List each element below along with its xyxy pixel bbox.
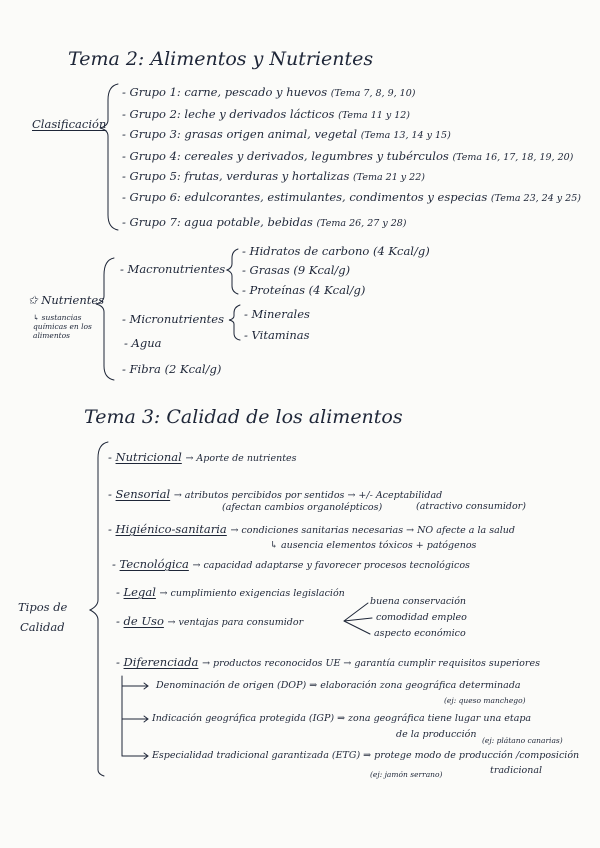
uso-label: de Uso (123, 614, 164, 628)
grupo-7: - Grupo 7: agua potable, bebidas (Tema 26, 27 y 28) (122, 215, 407, 229)
grupo-4: - Grupo 4: cereales y derivados, legumbres y tubérculos (Tema 16, 17, 18, 19, 20) (122, 149, 574, 163)
sensorial-desc: → atributos percibidos por sentidos → +/- Aceptabilidad (173, 490, 443, 501)
macro-grasas: - Grasas (9 Kcal/g) (242, 263, 351, 277)
grupo-3: - Grupo 3: grasas origen animal, vegetal (Tema 13, 14 y 15) (122, 127, 451, 141)
diferenciada-desc: → productos reconocidos UE → garantía cumplir requisitos superiores (202, 658, 540, 669)
nutricional-desc: → Aporte de nutrientes (185, 453, 297, 464)
nutrientes-note: ↳ sustancias químicas en los alimentos (33, 313, 92, 340)
nutrientes-label: ✩ Nutrientes (28, 293, 105, 307)
nutricional-row: - Nutricional → Aporte de nutrientes (108, 450, 297, 464)
fibra-label: - Fibra (2 Kcal/g) (122, 362, 222, 376)
grupo-2: - Grupo 2: leche y derivados lácticos (Tema 11 y 12) (122, 107, 411, 121)
higienico-label: Higiénico-sanitaria (115, 522, 227, 536)
etg-text: Especialidad tradicional garantizada (ETG) ⇒ protege modo de producción /composición (152, 750, 580, 761)
uso-item-3: aspecto económico (374, 628, 466, 639)
igp-text-2: de la producción (396, 729, 477, 740)
sensorial-note-1: (afectan cambios organolépticos) (222, 502, 383, 513)
tecnologica-desc: → capacidad adaptarse y favorecer procesos tecnológicos (192, 560, 470, 571)
dop-text: Denominación de origen (DOP) ⇒ elaboración zona geográfica determinada (156, 680, 521, 691)
macronutrientes-label: - Macronutrientes (120, 262, 226, 276)
sensorial-note-2: (atractivo consumidor) (416, 501, 526, 512)
calidad-label: Calidad (20, 620, 65, 634)
tema3-title: Tema 3: Calidad de los alimentos (84, 406, 403, 428)
higienico-desc: → condiciones sanitarias necesarias → NO afecte a la salud (230, 525, 515, 536)
dop-example: (ej: queso manchego) (444, 696, 526, 705)
uso-row: - de Uso → ventajas para consumidor (116, 614, 304, 628)
macro-proteinas: - Proteínas (4 Kcal/g) (242, 283, 366, 297)
agua-label: - Agua (124, 336, 162, 350)
nutricional-label: Nutricional (115, 450, 182, 464)
grupo-6: - Grupo 6: edulcorantes, estimulantes, condimentos y especias (Tema 23, 24 y 25) (122, 190, 581, 204)
legal-desc: → cumplimiento exigencias legislación (159, 588, 345, 599)
tecnologica-label: Tecnológica (119, 557, 189, 571)
tipos-de-label: Tipos de (18, 600, 68, 614)
uso-item-1: buena conservación (370, 596, 467, 607)
uso-desc: → ventajas para consumidor (167, 617, 304, 628)
igp-example: (ej: plátano canarias) (482, 736, 563, 745)
igp-text: Indicación geográfica protegida (IGP) ⇒ zona geográfica tiene lugar una etapa (152, 713, 532, 724)
legal-label: Legal (123, 585, 156, 599)
tema2-title: Tema 2: Alimentos y Nutrientes (68, 48, 374, 70)
etg-example: (ej: jamón serrano) (370, 770, 443, 779)
higienico-note: ↳ ausencia elementos tóxicos + patógenos (270, 540, 477, 551)
tecnologica-row: - Tecnológica → capacidad adaptarse y favorecer procesos tecnológicos (112, 557, 470, 571)
higienico-row: - Higiénico-sanitaria → condiciones sanitarias necesarias → NO afecte a la salud (108, 522, 515, 536)
uso-item-2: comodidad empleo (376, 612, 467, 623)
macro-hidratos: - Hidratos de carbono (4 Kcal/g) (242, 244, 430, 258)
sensorial-label: Sensorial (115, 487, 171, 501)
sensorial-row: - Sensorial → atributos percibidos por sentidos → +/- Aceptabilidad (108, 487, 443, 501)
clasificacion-label: Clasificación (32, 117, 107, 131)
micro-vitaminas: - Vitaminas (244, 328, 310, 342)
legal-row: - Legal → cumplimiento exigencias legislación (116, 585, 345, 599)
diferenciada-row: - Diferenciada → productos reconocidos UE → garantía cumplir requisitos superiores (116, 655, 540, 669)
grupo-1: - Grupo 1: carne, pescado y huevos (Tema 7, 8, 9, 10) (122, 85, 416, 99)
etg-text-2: tradicional (490, 765, 543, 776)
micronutrientes-label: - Micronutrientes (122, 312, 225, 326)
grupo-5: - Grupo 5: frutas, verduras y hortalizas (Tema 21 y 22) (122, 169, 425, 183)
diferenciada-label: Diferenciada (123, 655, 199, 669)
micro-minerales: - Minerales (244, 307, 310, 321)
